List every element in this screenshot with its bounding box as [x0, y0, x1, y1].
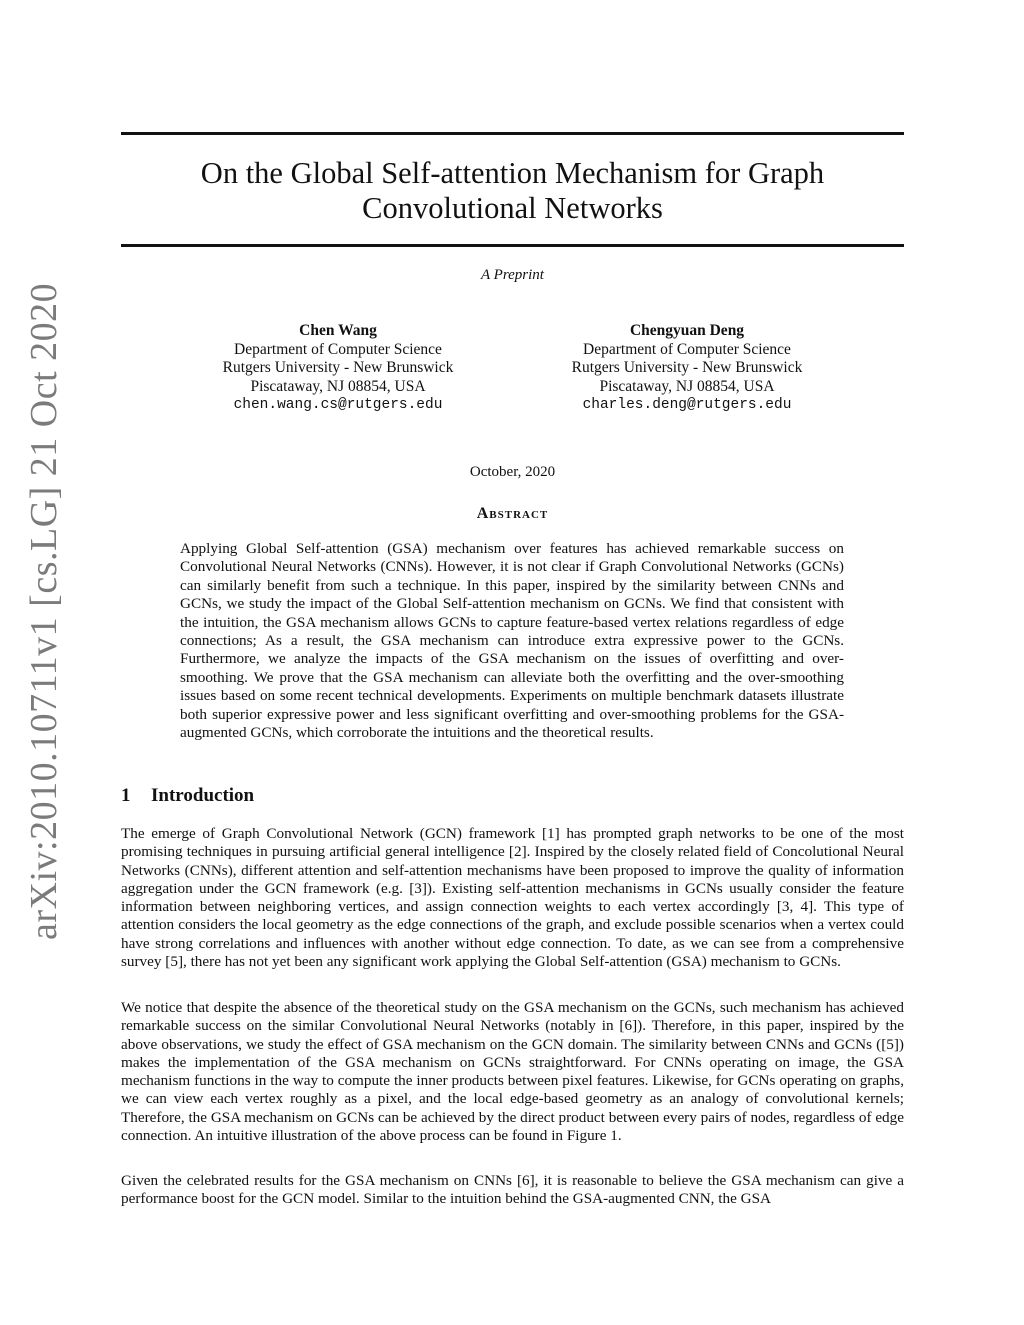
author-email[interactable]: charles.deng@rutgers.edu [582, 397, 792, 413]
author-location: Piscataway, NJ 08854, USA [599, 377, 775, 395]
paragraph: We notice that despite the absence of the theoretical study on the GSA mechanism on the GCNs, such mechanism has achieved remarkable success on the similar Convolutional Neural Networks (notably in [6]). Therefore, in this paper, inspired by the above observations, we study the effect of GSA mechanism on the GCN domain. The similarity between CNNs and GCNs ([5]) makes the implementation of the GSA mechanism on GCNs straightforward. For CNNs operating on image, the GSA mechanism functions in the way to compute the inner products between pixel features. Likewise, for GCNs operating on graphs, we can view each vertex roughly as a pixel, and the local edge-based geometry as an analogy of convolutional kernels; Therefore, the GSA mechanism on GCNs can be achieved by the direct product between every pairs of nodes, regardless of edge connection. An intuitive illustration of the above process can be found in Figure 1. [121, 999, 904, 1145]
section-heading-introduction [121, 784, 254, 808]
abstract-heading: Abstract [476, 505, 549, 522]
preprint-label: A Preprint [481, 267, 544, 283]
section-title: Introduction [151, 785, 255, 806]
arxiv-identifier-text: arXiv:2010.10711v1 [cs.LG] 21 Oct 2020 [23, 282, 65, 940]
title-bottom-rule [121, 244, 904, 247]
author-department: Department of Computer Science [234, 340, 442, 358]
author-department: Department of Computer Science [583, 340, 791, 358]
author-block-1 [178, 322, 498, 415]
section-number: 1 [121, 785, 131, 806]
publication-date: October, 2020 [469, 464, 556, 480]
author-block-2 [527, 322, 847, 415]
author-location: Piscataway, NJ 08854, USA [250, 377, 426, 395]
title-top-rule [121, 132, 904, 135]
paragraph: The emerge of Graph Convolutional Network (GCN) framework [1] has prompted graph networks to be one of the most promising techniques in pursuing artificial general intelligence [2]. Inspired by the closely related field of Concolutional Neural Networks (CNNs), different attention and self-attention mechanisms have been proposed to improve the quality of information aggregation under the GCN framework (e.g. [3]). Existing self-attention mechanisms in GCNs usually consider the feature information between neighboring vertices, and assign connection weights to each vertex accordingly [3, 4]. This type of attention considers the local geometry as the edge connections of the graph, and exclude possible scenarios when a vertex could have strong correlations and influences with another without edge connection. To date, as we can see from a comprehensive survey [5], there has not yet been any significant work applying the Global Self-attention (GSA) mechanism to GCNs. [121, 825, 904, 971]
author-university: Rutgers University - New Brunswick [222, 359, 454, 376]
author-name: Chen Wang [299, 322, 377, 339]
author-university: Rutgers University - New Brunswick [571, 359, 803, 376]
author-name: Chengyuan Deng [629, 322, 745, 339]
author-email[interactable]: chen.wang.cs@rutgers.edu [233, 397, 443, 413]
abstract-text: Applying Global Self-attention (GSA) mechanism over features has achieved remarkable success on Convolutional Neural Networks (CNNs). However, it is not clear if Graph Convolutional Networks (GCNs) can similarly benefit from such a technique. In this paper, inspired by the similarity between CNNs and GCNs, we study the impact of the Global Self-attention mechanism on GCNs. We find that consistent with the intuition, the GSA mechanism allows GCNs to capture feature-based vertex relations regardless of edge connections; As a result, the GSA mechanism can introduce extra expressive power to the GCNs. Furthermore, we analyze the impacts of the GSA mechanism on the issues of overfitting and over-smoothing. We prove that the GSA mechanism can alleviate both the overfitting and the over-smoothing issues based on some recent technical developments. Experiments on multiple benchmark datasets illustrate both superior expressive power and less significant overfitting and over-smoothing problems for the GSA-augmented GCNs, which corroborate the intuitions and the theoretical results. [180, 540, 844, 742]
paper-title: On the Global Self-attention Mechanism for Graph Convolutional Networks [200, 156, 825, 225]
paragraph: Given the celebrated results for the GSA mechanism on CNNs [6], it is reasonable to believe the GSA mechanism can give a performance boost for the GCN model. Similar to the intuition behind the GSA-augmented CNN, the GSA [121, 1172, 904, 1208]
